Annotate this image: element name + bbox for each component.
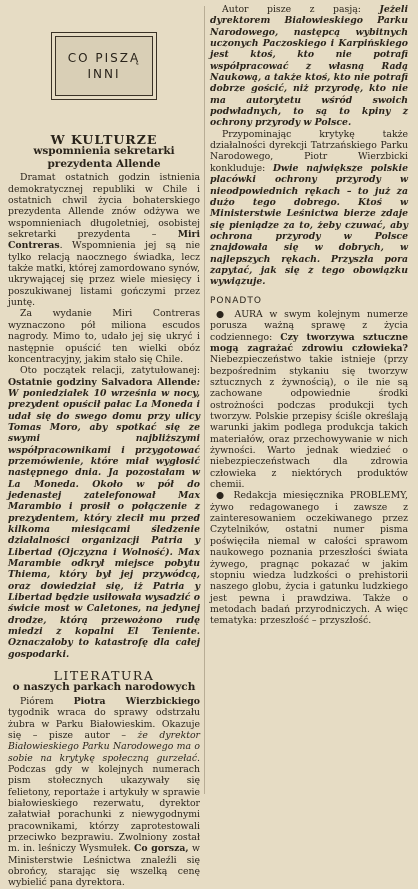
ponado-item-problemy: ● Redakcja miesięcznika PROBLEMY, żywo redagowanego i zawsze z zainteresowaniem oczekiwanego przez Czytelników, ostatni numer pisma poświęciła niemal w całości sprawom naukowego poznania przeszłości świata żywego, pragnąc pokazać w jakim stopniu wiedza ludzkości o prehistorii naszego globu, życia i gatunku ludzkiego jest pewna i prawdziwa. Także o metodach badań przyrodniczych. A więc tematyka: przeszłość – przyszłość. (210, 490, 408, 627)
culture-paragraph-1: Dramat ostatnich godzin istnienia demokratycznej republiki w Chile i ostatnich chwil życia bohaterskiego prezydenta Allende znów odżywa we wspomnieniach długoletniej, osobistej sekretarki prezydenta – Miri Contreras. Wspomnienia jej są nie tylko relacją naocznego świadka, lecz także matki, której zamordowano synów, ukrywającej się przez wiele miesięcy i poszukiwanej listami gończymi przez juntę. (8, 172, 200, 309)
column-title-box (51, 32, 157, 100)
bullet-icon: ● (216, 490, 234, 502)
culture-heading (8, 134, 200, 170)
column-title-line2: INNI (87, 67, 121, 81)
literature-paragraph-2: Autor pisze z pasją: Jeżeli dyrektorem Białowieskiego Parku Narodowego, następcą wybitnych uczonych Paczoskiego i Karpińskiego jest ktoś, kto nie potrafi współpracować z własną Radą Naukową, a także ktoś, kto nie potrafi dobrze gościć, niż przyrodę, kto nie ma autorytetu wśród swoich podwładnych, to są to kpiny z ochrony przyrody w Polsce. (210, 4, 408, 129)
literature-paragraph-1: Piórem Piotra Wierzbickiego tygodnik wraca do sprawy odstrzału żubra w Parku Białowieskim. Okazuje się – pisze autor – że dyrektor Białowieskiego Parku Narodowego ma o sobie na krytykę społeczną gurzełać. Podczas gdy w kolejnych numerach pism stołecznych ukazywały się felietony, reportaże i artykuły w sprawie białowieskiego rezerwatu, dyrektor załatwiał porachunki z niewygodnymi pracownikami, którzy zaprotestowali przeciwko bezprawiu. Zwolniony został m. in. leśniczy Wysmułek. Co gorsza, w Ministerstwie Leśnictwa znaleźli się obrońcy, starając się wszelką cenę wybielić pana dyrektora. (8, 695, 201, 889)
culture-subtitle: wspomnienia sekretarki prezydenta Allende (33, 145, 175, 170)
literature-kicker: LITERATURA (53, 668, 155, 684)
culture-paragraph-2: Za wydanie Miri Contreras wyznaczono pół miliona escudos nagrody. Mimo to, udało jej się ukryć i następnie opuścić ten wielki obóz koncentracyjny, jakim stało się Chile. (8, 308, 200, 365)
left-column (8, 4, 201, 889)
ponado-item-aura: ● AURA w swym kolejnym numerze porusza ważną sprawę z życia codziennego: Czy tworzywa sztuczne mogą zagrażać zdrowiu człowieka? Niebezpieczeństwo takie istnieje (przy bezpośrednim stykaniu się tworzyw sztucznych z żywnością), o ile nie są zachowane odpowiednie środki ostrożności podczas produkcji tych tworzyw. Polskie przepisy ściśle określają warunki jakim podlega produkcja takich materiałów, oraz przechowywanie w nich żywności. Warto jednak wiedzieć o niebezpieczeństwach dla zdrowia człowieka z niektórych produktów chemii. (210, 308, 408, 491)
culture-paragraph-3: Oto początek relacji, zatytułowanej: Ostatnie godziny Salvadora Allende: W poniedziałek 10 września w nocy, prezydent opuścił pałac La Moneda i udał się do swego domu przy ulicy Tomas Moro, aby spotkać się ze swymi najbliższymi współpracownikami i przygotować przemówienie, które miał wygłosić następnego dnia. Ja pozostałam w La Moneda. Około w pół do jedenastej zatelefonował Max Marambio i prosił o połączenie z prezydentem, który zlecił mu przed kilkoma miesiącami śledzenie działalności organizacji Patria y Libertad (Ojczyzna i Wolność). Max Marambie odkrył miejsce pobytu Thiema, który był jej przywódcą, oraz dowiedział się, iż Patria y Libertad będzie usiłowała wysadzić o świcie most w Caletones, na jedynej drodze, którą przewożono rudę miedzi z kopalni El Teniente. Oznaczałoby to katastrofę dla całej gospodarki. (8, 365, 200, 660)
literature-heading (8, 670, 200, 694)
literature-paragraph-3: Przypominając krytykę także działalności dyrekcji Tatrzańskiego Parku Narodowego, Piotr Wierzbicki konkluduje: Dwie największe polskie placówki ochrony przyrody w nieodpowiednich rękach – to już za dużo tego dobrego. Ktoś w Ministerstwie Leśnictwa bierze zdaje się pieniądze za to, żeby czuwać, aby ochrona przyrody w Polsce znajdowała się w dobrych, w najlepszych rękach. Przyszła pora zapytać, jak się z tego obowiązku wywiązuje. (210, 128, 408, 288)
column-title-line1: CO PISZĄ (67, 51, 141, 65)
column-divider (204, 6, 205, 794)
bullet-icon: ● (216, 308, 235, 320)
ponado-label: PONADTO (210, 295, 262, 306)
literature-subtitle: o naszych parkach narodowych (12, 681, 196, 694)
culture-kicker: W KULTURZE (50, 132, 158, 147)
right-column (210, 4, 408, 796)
